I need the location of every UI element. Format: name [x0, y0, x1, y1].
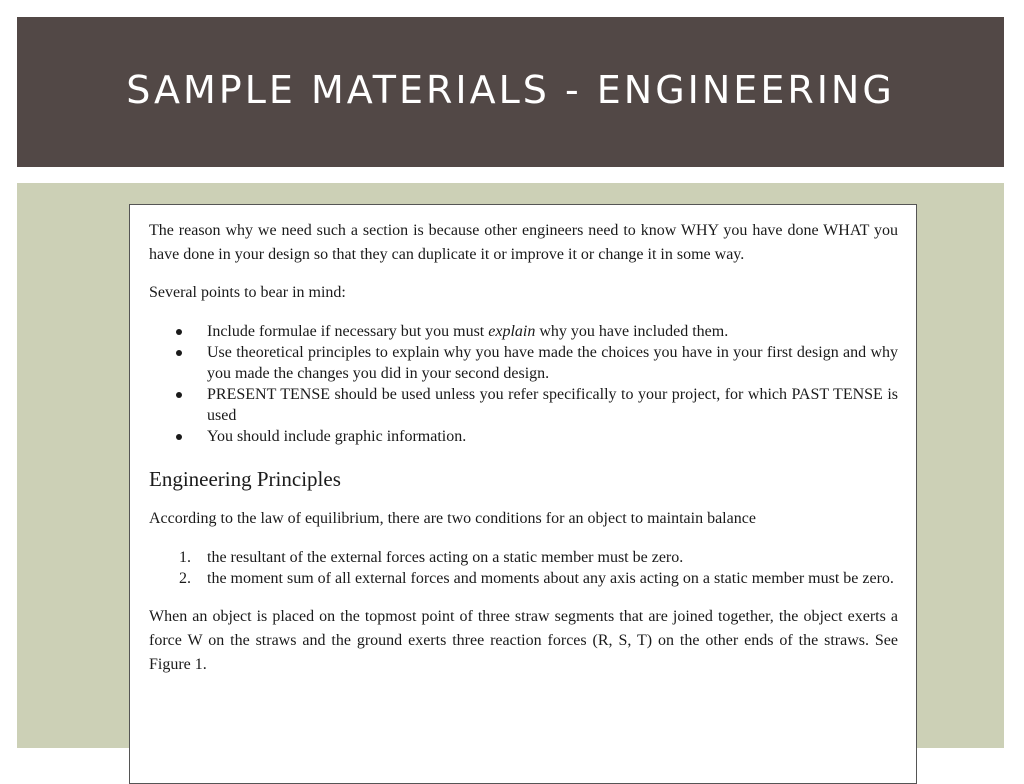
bullet-dot-icon	[176, 329, 182, 335]
section-heading: Engineering Principles	[149, 467, 341, 491]
list-item: Use theoretical principles to explain why you have made the choices you have in your first design and why you made the changes you did in your second design.	[149, 342, 898, 384]
list-item: 2. the moment sum of all external forces and moments about any axis acting on a static member must be zero.	[179, 570, 894, 587]
closing-paragraph: When an object is placed on the topmost point of three straw segments that are joined together, the object exerts a force W on the straws and the ground exerts three reaction forces (R, S, T) on the other ends of the straws. See Figure 1.	[149, 608, 898, 673]
slide-title-bar	[17, 17, 1004, 167]
bullet-dot-icon	[176, 434, 182, 440]
bullet-dot-icon	[176, 350, 182, 356]
list-item: Include formulae if necessary but you must explain why you have included them.	[149, 321, 898, 342]
list-item: 1. the resultant of the external forces acting on a static member must be zero.	[179, 549, 684, 566]
points-intro: Several points to bear in mind:	[149, 284, 346, 301]
list-item: You should include graphic information.	[149, 426, 898, 447]
bullet-dot-icon	[176, 392, 182, 398]
slide-title: SAMPLE MATERIALS - ENGINEERING	[126, 68, 895, 112]
list-number: 1.	[179, 549, 191, 566]
numbered-list	[149, 547, 898, 589]
bullet-list	[149, 321, 898, 447]
list-number: 2.	[179, 570, 191, 587]
list-item: PRESENT TENSE should be used unless you refer specifically to your project, for which PAST TENSE is used	[149, 384, 898, 426]
intro-paragraph: The reason why we need such a section is because other engineers need to know WHY you have done WHAT you have done in your design so that they can duplicate it or improve it or change it in some way.	[149, 222, 898, 263]
equilibrium-paragraph: According to the law of equilibrium, there are two conditions for an object to maintain balance	[149, 510, 756, 527]
document-excerpt	[129, 204, 917, 784]
